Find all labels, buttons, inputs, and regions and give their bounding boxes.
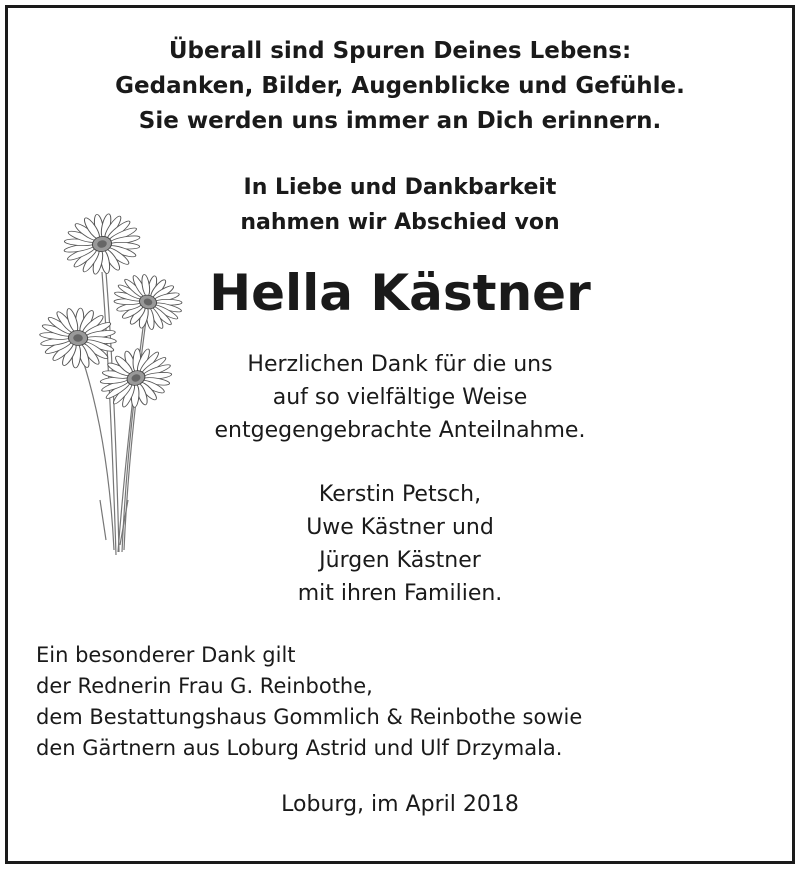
daisy-flower [59,208,145,280]
deceased-name: Hella Kästner [209,264,591,322]
place-date: Loburg, im April 2018 [281,792,519,817]
special-thanks [36,640,776,764]
thanks-line: Herzlichen Dank für die uns [247,352,553,377]
flower-bouquet-icon [28,200,193,560]
special-thanks-line: der Rednerin Frau G. Reinbothe, [36,674,373,698]
motto-line: Überall sind Spuren Deines Lebens: [168,38,632,64]
family-line: Kerstin Petsch, [318,482,482,507]
thanks-line: auf so vielfältige Weise [272,385,528,410]
intro-line: nahmen wir Abschied von [240,210,560,235]
family-line: mit ihren Familien. [297,581,503,606]
special-thanks-line: den Gärtnern aus Loburg Astrid und Ulf Drzymala. [36,736,563,760]
special-thanks-line: dem Bestattungshaus Gommlich & Reinbothe sowie [36,705,583,729]
daisy-flower [108,267,189,337]
family-line: Uwe Kästner und [306,515,494,540]
motto-line: Gedanken, Bilder, Augenblicke und Gefühle. [115,73,685,99]
thanks-text [180,348,620,447]
family-signature [180,478,620,610]
motto-verse [0,34,800,139]
thanks-line: entgegengebrachte Anteilnahme. [214,418,586,443]
motto-line: Sie werden uns immer an Dich erinnern. [138,108,662,134]
intro-line: In Liebe und Dankbarkeit [243,175,557,200]
family-line: Jürgen Kästner [319,548,481,573]
special-thanks-line: Ein besonderer Dank gilt [36,643,296,667]
daisy-flower [37,305,119,371]
